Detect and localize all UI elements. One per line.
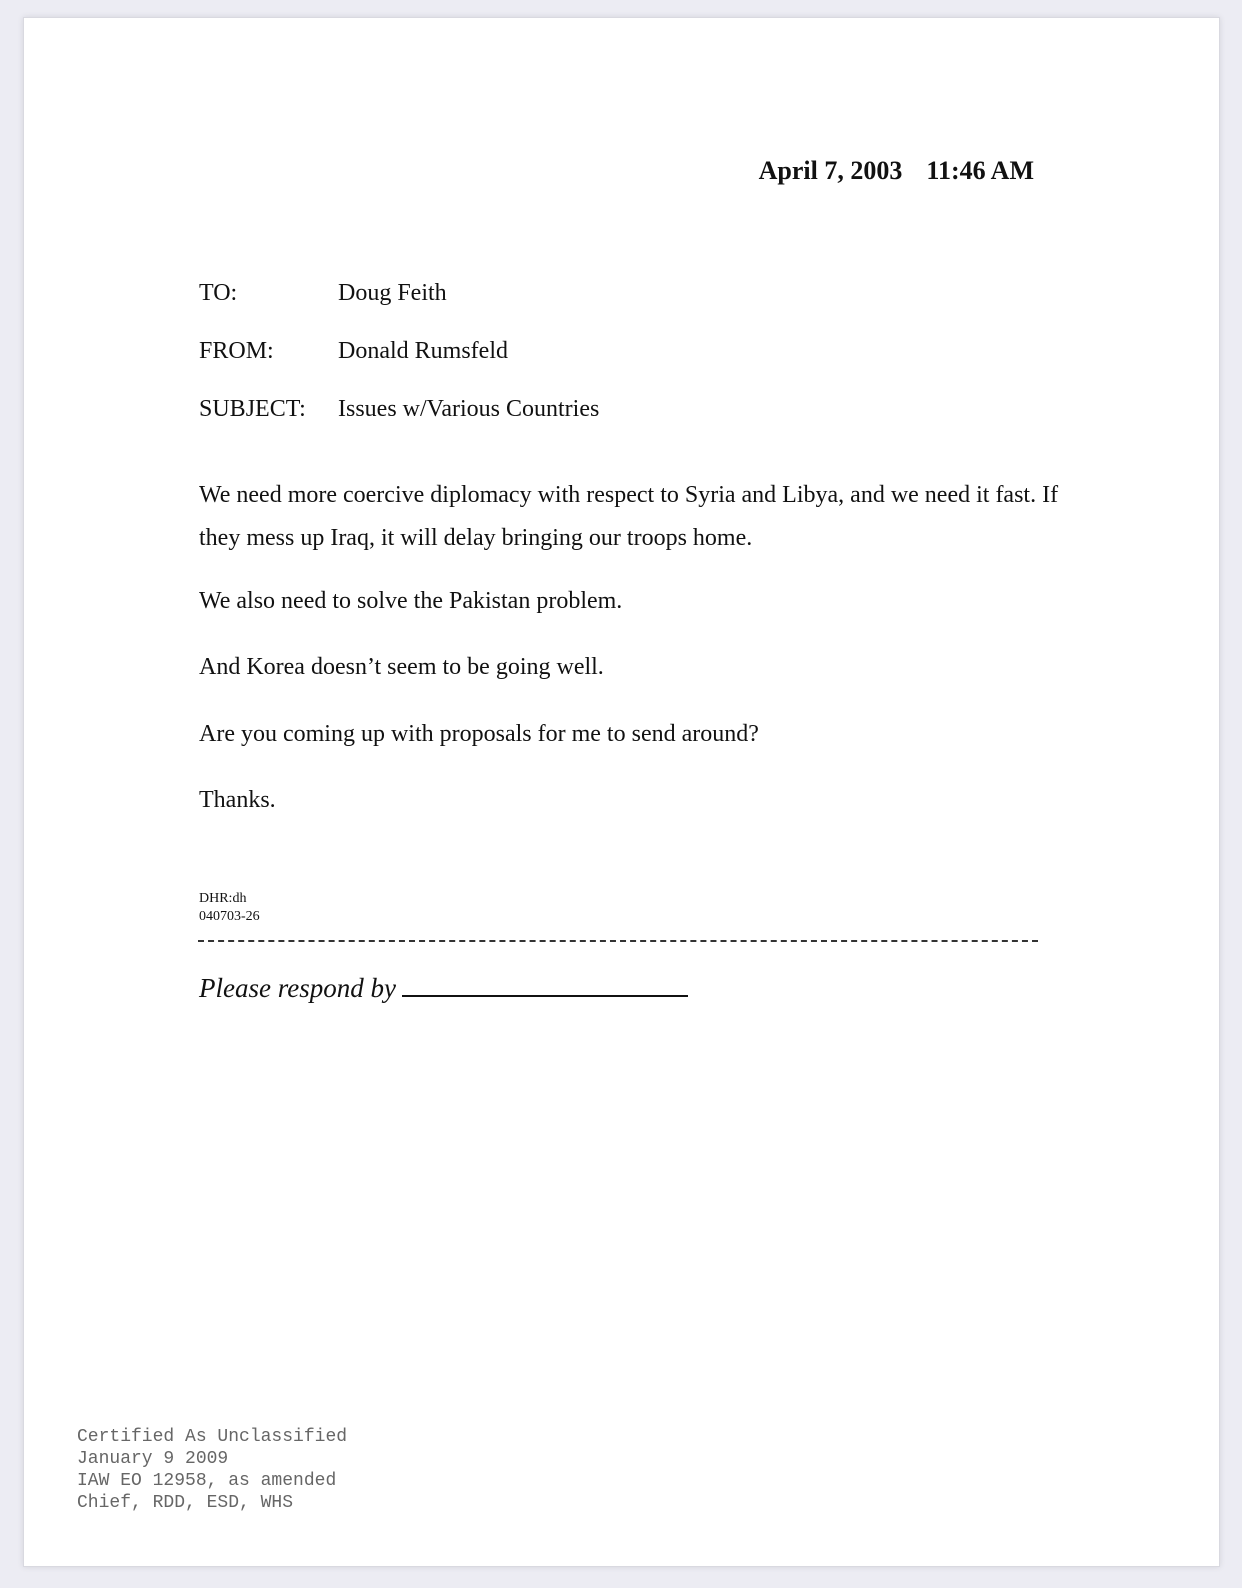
memo-reference-number: 040703-26 xyxy=(199,909,260,924)
body-paragraph-4: Are you coming up with proposals for me to send around? xyxy=(199,721,759,747)
body-paragraph-3: And Korea doesn’t seem to be going well. xyxy=(199,654,604,680)
to-label: TO: xyxy=(199,280,238,306)
subject-row xyxy=(199,396,599,454)
cert-line-1: Certified As Unclassified xyxy=(77,1427,348,1447)
from-row xyxy=(199,338,599,396)
respond-by-label: Please respond by xyxy=(199,973,396,1003)
respond-by-blank xyxy=(402,973,688,997)
document-page xyxy=(23,17,1220,1567)
memo-time: 11:46 AM xyxy=(926,156,1034,185)
memo-datetime xyxy=(759,156,1034,186)
respond-by-line xyxy=(199,973,688,1004)
cert-line-4: Chief, RDD, ESD, WHS xyxy=(77,1493,294,1513)
to-value: Doug Feith xyxy=(338,280,447,306)
from-label: FROM: xyxy=(199,338,274,364)
memo-header xyxy=(199,280,599,454)
body-paragraph-1: We need more coercive diplomacy with respect to Syria and Libya, and we need it fast. If they mess up Iraq, it will delay bringing our troops home. xyxy=(199,482,1059,551)
from-value: Donald Rumsfeld xyxy=(338,338,508,364)
certification-stamp xyxy=(77,1426,347,1514)
memo-date: April 7, 2003 xyxy=(758,156,903,185)
body-paragraph-5: Thanks. xyxy=(199,787,276,813)
to-row xyxy=(199,280,599,338)
subject-value: Issues w/Various Countries xyxy=(338,396,600,422)
dashed-divider xyxy=(198,940,1038,942)
body-paragraph-2: We also need to solve the Pakistan problem. xyxy=(199,588,623,614)
cert-line-2: January 9 2009 xyxy=(77,1449,229,1469)
memo-initials xyxy=(199,890,260,926)
cert-line-3: IAW EO 12958, as amended xyxy=(77,1471,337,1491)
author-initials: DHR:dh xyxy=(199,891,247,906)
subject-label: SUBJECT: xyxy=(199,396,306,422)
